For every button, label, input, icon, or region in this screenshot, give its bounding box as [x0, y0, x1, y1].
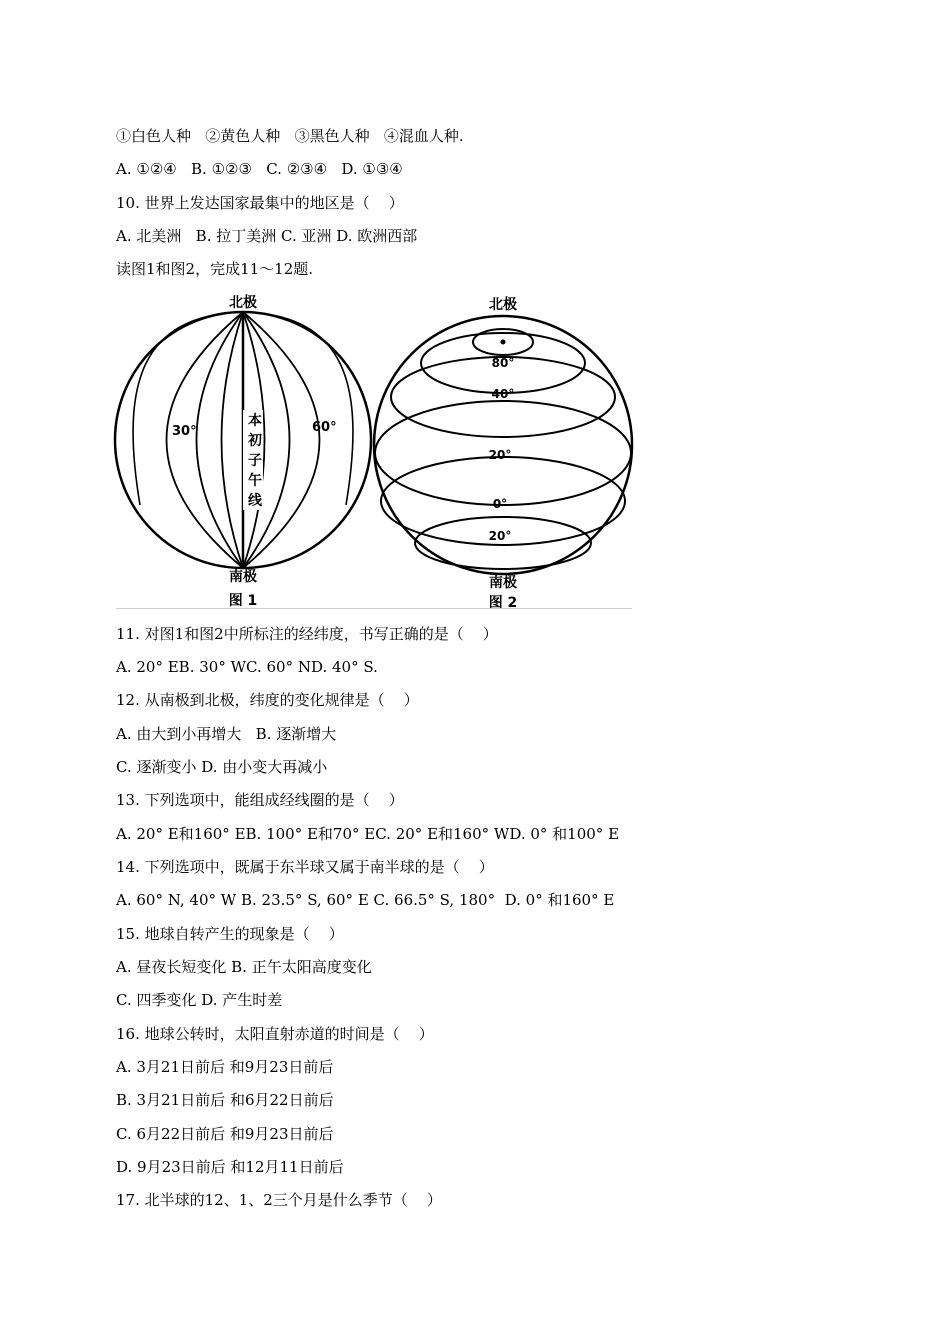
question-9-answers: A. ①②④ B. ①②③ C. ②③④ D. ①③④	[116, 160, 403, 178]
latitude-circle	[415, 517, 591, 569]
figure-2-north-pole-label: 北极	[489, 297, 517, 313]
latitude-40-label: 40°	[491, 387, 515, 401]
latitude-20n-label: 20°	[488, 448, 512, 462]
question-16-stem: 16. 地球公转时，太阳直射赤道的时间是（ ）	[116, 1025, 434, 1043]
question-14-answers: A. 60° N, 40° W B. 23.5° S, 60° E C. 66.5° S, 180° D. 0° 和160° E	[116, 891, 615, 909]
figure-1-meridian-globe	[110, 285, 380, 615]
question-13-stem: 13. 下列选项中，能组成经线圈的是（ ）	[116, 791, 404, 809]
question-15-stem: 15. 地球自转产生的现象是（ ）	[116, 925, 344, 943]
question-15-answers-ab: A. 昼夜长短变化 B. 正午太阳高度变化	[116, 958, 372, 976]
figure-2-latitude-globe	[370, 285, 640, 615]
north-pole-dot	[501, 340, 506, 345]
question-11-stem: 11. 对图1和图2中所标注的经纬度，书写正确的是（ ）	[116, 625, 498, 643]
question-12-answers-ab: A. 由大到小再增大 B. 逐渐增大	[116, 725, 337, 743]
question-15-answers-cd: C. 四季变化 D. 产生时差	[116, 991, 283, 1009]
prime-meridian-char: 本	[248, 413, 262, 429]
figure-2-caption: 图 2	[488, 595, 518, 611]
figure-1-north-pole-label: 北极	[229, 295, 257, 311]
prime-meridian-char: 初	[248, 433, 262, 449]
figure-1-south-pole-label: 南极	[229, 569, 257, 585]
question-12-stem: 12. 从南极到北极，纬度的变化规律是（ ）	[116, 691, 419, 709]
question-16-option-a: A. 3月21日前后 和9月23日前后	[116, 1058, 334, 1076]
question-10-stem: 10. 世界上发达国家最集中的地区是（ ）	[116, 194, 404, 212]
question-13-answers: A. 20° E和160° EB. 100° E和70° EC. 20° E和160° WD. 0° 和100° E	[116, 825, 620, 843]
prime-meridian-char: 线	[248, 493, 262, 509]
figure-1-30-degree-label: 30°	[172, 424, 197, 439]
figure-1-60-degree-label: 60°	[312, 420, 337, 435]
question-12-answers-cd: C. 逐渐变小 D. 由小变大再减小	[116, 758, 328, 776]
question-16-option-c: C. 6月22日前后 和9月23日前后	[116, 1125, 334, 1143]
figure-2-south-pole-label: 南极	[489, 575, 517, 591]
question-16-option-d: D. 9月23日前后 和12月11日前后	[116, 1158, 344, 1176]
figure-divider	[116, 608, 632, 609]
meridian-line	[133, 312, 243, 505]
figure-1-caption: 图 1	[228, 593, 258, 609]
question-17-stem: 17. 北半球的12、1、2三个月是什么季节（ ）	[116, 1191, 442, 1209]
figure-instruction: 读图1和图2，完成11～12题.	[116, 260, 314, 278]
prime-meridian-char: 子	[248, 453, 262, 469]
equator-label: 0°	[492, 497, 508, 511]
meridian-line	[222, 312, 244, 568]
question-9-options-line: ①白色人种 ②黄色人种 ③黑色人种 ④混血人种.	[116, 127, 464, 145]
question-11-answers: A. 20° EB. 30° WC. 60° ND. 40° S.	[116, 658, 378, 676]
question-14-stem: 14. 下列选项中，既属于东半球又属于南半球的是（ ）	[116, 858, 494, 876]
question-16-option-b: B. 3月21日前后 和6月22日前后	[116, 1091, 334, 1109]
latitude-20s-label: 20°	[488, 529, 512, 543]
question-10-answers: A. 北美洲 B. 拉丁美洲 C. 亚洲 D. 欧洲西部	[116, 227, 418, 245]
prime-meridian-char: 午	[248, 473, 262, 489]
latitude-80-label: 80°	[491, 356, 515, 370]
